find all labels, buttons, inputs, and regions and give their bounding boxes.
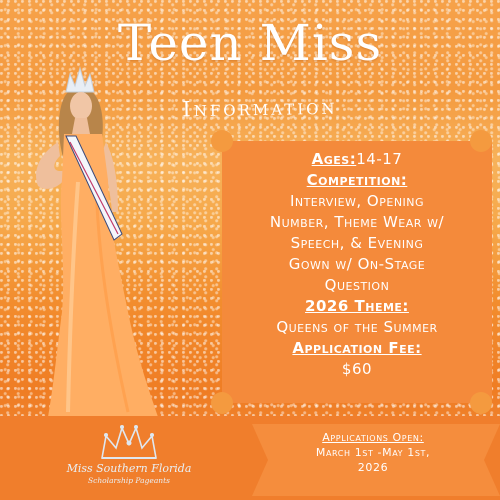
contestant-photo bbox=[18, 62, 178, 422]
competition-line: Speech, & Evening bbox=[290, 234, 424, 252]
fee-label: Application Fee: bbox=[292, 339, 422, 357]
logo-name: Miss Southern Florida bbox=[66, 462, 192, 475]
applications-title: Applications Open: bbox=[322, 431, 424, 444]
ages-value: 14-17 bbox=[356, 150, 403, 168]
theme-value: Queens of the Summer bbox=[276, 318, 438, 336]
theme-label: 2026 Theme: bbox=[305, 297, 409, 315]
fee-value: $60 bbox=[341, 360, 373, 378]
competition-line: Interview, Opening bbox=[289, 192, 425, 210]
pageant-logo bbox=[24, 420, 234, 492]
crown-icon bbox=[96, 422, 162, 462]
competition-label: Competition: bbox=[306, 171, 408, 189]
competition-line: Number, Theme Wear w/ bbox=[269, 213, 445, 231]
applications-year: 2026 bbox=[357, 461, 389, 474]
ages-label: Ages: bbox=[311, 150, 357, 168]
competition-line: Gown w/ On-Stage bbox=[288, 255, 426, 273]
logo-tagline: Scholarship Pageants bbox=[88, 476, 170, 485]
page-subtitle: Information bbox=[182, 94, 338, 122]
ages-row bbox=[222, 149, 492, 170]
info-panel bbox=[222, 141, 492, 403]
applications-dates: March 1st -May 1st, bbox=[315, 446, 431, 459]
applications-info bbox=[262, 430, 484, 475]
competition-line: Question bbox=[324, 276, 390, 294]
page-title: Teen Miss bbox=[117, 14, 383, 72]
